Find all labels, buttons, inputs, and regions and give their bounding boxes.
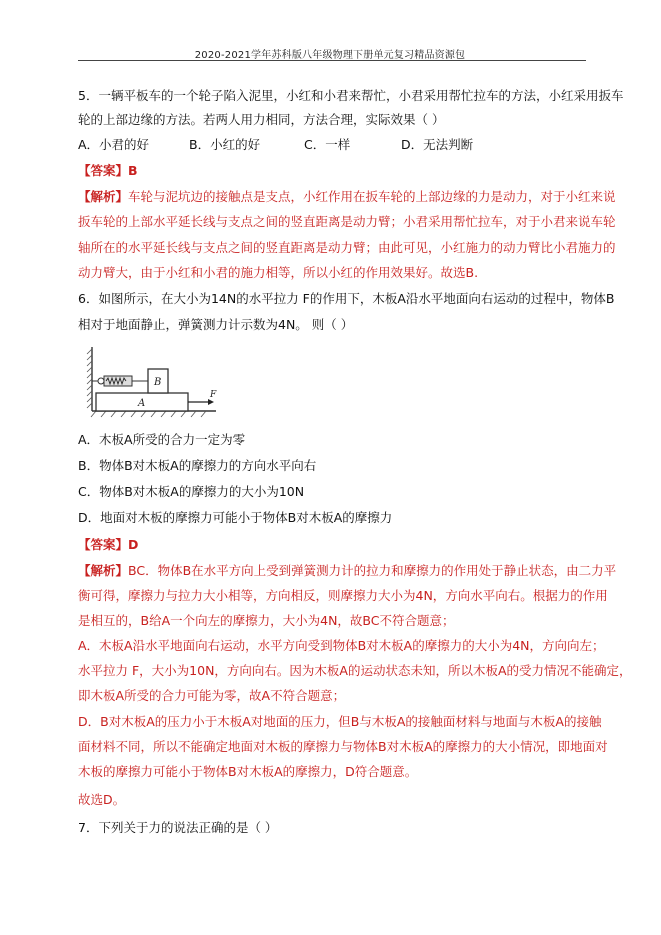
q6-analysis-line-7: D．B对木板A的压力小于木板A对地面的压力，但B与木板A的接触面材料与地面与木板A的接触 xyxy=(78,714,602,729)
scale-ring xyxy=(98,378,104,384)
q5-stem-line-2: 轮的上部边缘的方法。若两人用力相同，方法合理，实际效果（ ） xyxy=(78,112,445,127)
ground-hatching xyxy=(91,411,206,417)
q5-analysis-line-3: 轴所在的水平延长线与支点之间的竖直距离是动力臂；由此可见，小红施力的动力臂比小君施力的 xyxy=(78,240,616,255)
force-label: F xyxy=(210,390,217,400)
q5-answer-label: 【答案】 xyxy=(78,163,129,178)
q5-answer-value: B xyxy=(128,163,138,178)
wall-hatching xyxy=(87,349,92,408)
q5-analysis-label: 【解析】 xyxy=(78,189,129,204)
q6-option-c: C．物体B对木板A的摩擦力的大小为10N xyxy=(78,484,305,499)
q5-option-b: B．小红的好 xyxy=(189,137,261,152)
board-a-label: A xyxy=(138,398,146,409)
header-divider xyxy=(78,60,586,61)
page-header: 2020-2021学年苏科版八年级物理下册单元复习精品资源包 xyxy=(194,50,466,61)
q6-analysis-line-1: 【解析】BC．物体B在水平方向上受到弹簧测力计的拉力和摩擦力的作用处于静止状态，由二力平 xyxy=(78,563,617,578)
q6-option-b: B．物体B对木板A的摩擦力的方向水平向右 xyxy=(78,458,317,473)
q5-option-c: C．一样 xyxy=(304,137,351,152)
q6-analysis-line-5: 水平拉力 F，大小为10N，方向向右。因为木板A的运动状态未知，所以木板A的受力情况不能确定， xyxy=(78,663,632,678)
q5-analysis-line-2: 扳车轮的上部水平延长线与支点之间的竖直距离是动力臂；小君采用帮忙拉车，对于小君来说车轮 xyxy=(78,214,616,229)
q6-analysis-label: 【解析】 xyxy=(78,563,129,578)
q5-answer xyxy=(78,163,138,179)
q6-answer-label: 【答案】 xyxy=(78,537,129,552)
q5-analysis-line-4: 动力臂大，由于小红和小君的施力相等，所以小红的作用效果好。故选B. xyxy=(78,265,479,280)
q6-analysis-line-4: A．木板A沿水平地面向右运动，水平方向受到物体B对木板A的摩擦力的大小为4N，方向向左； xyxy=(78,638,605,653)
q6-analysis-line-3: 是相互的，B给A一个向左的摩擦力，大小为4N，故BC不符合题意； xyxy=(78,613,455,628)
q6-analysis-line-10: 故选D。 xyxy=(78,792,126,807)
block-b-label: B xyxy=(154,377,162,388)
q5-analysis-line-1: 【解析】车轮与泥坑边的接触点是支点，小红作用在扳车轮的上部边缘的力是动力，对于小红来说 xyxy=(78,189,616,204)
q5-option-d: D．无法判断 xyxy=(401,137,474,152)
q6-stem-line-2: 相对于地面静止，弹簧测力计示数为4N。 则（ ） xyxy=(78,317,354,332)
q6-analysis-line-6: 即木板A所受的合力可能为零，故A不符合题意； xyxy=(78,688,346,703)
q5-stem-line-1: 5．一辆平板车的一个轮子陷入泥里，小红和小君来帮忙，小君采用帮忙拉车的方法，小红采用扳车 xyxy=(78,88,624,103)
q5-option-a: A．小君的好 xyxy=(78,137,150,152)
q7-stem-line-1: 7．下列关于力的说法正确的是（ ） xyxy=(78,820,278,835)
q6-analysis-line-8: 面材料不同，所以不能确定地面对木板的摩擦力与物体B对木板A的摩擦力的大小情况，即地面对 xyxy=(78,739,608,754)
q6-option-d: D．地面对木板的摩擦力可能小于物体B对木板A的摩擦力 xyxy=(78,510,393,525)
q6-answer-value: D xyxy=(128,537,139,552)
q6-figure xyxy=(84,345,222,421)
q6-option-a: A．木板A所受的合力一定为零 xyxy=(78,432,246,447)
q6-analysis-line-9: 木板的摩擦力可能小于物体B对木板A的摩擦力，D符合题意。 xyxy=(78,764,418,779)
q6-stem-line-1: 6．如图所示，在大小为14N的水平拉力 F的作用下，木板A沿水平地面向右运动的过程中，物体B xyxy=(78,291,615,306)
q6-analysis-line-2: 衡可得，摩擦力与拉力大小相等，方向相反，则摩擦力大小为4N，方向水平向右。根据力的作用 xyxy=(78,588,608,603)
q6-answer xyxy=(78,537,138,553)
